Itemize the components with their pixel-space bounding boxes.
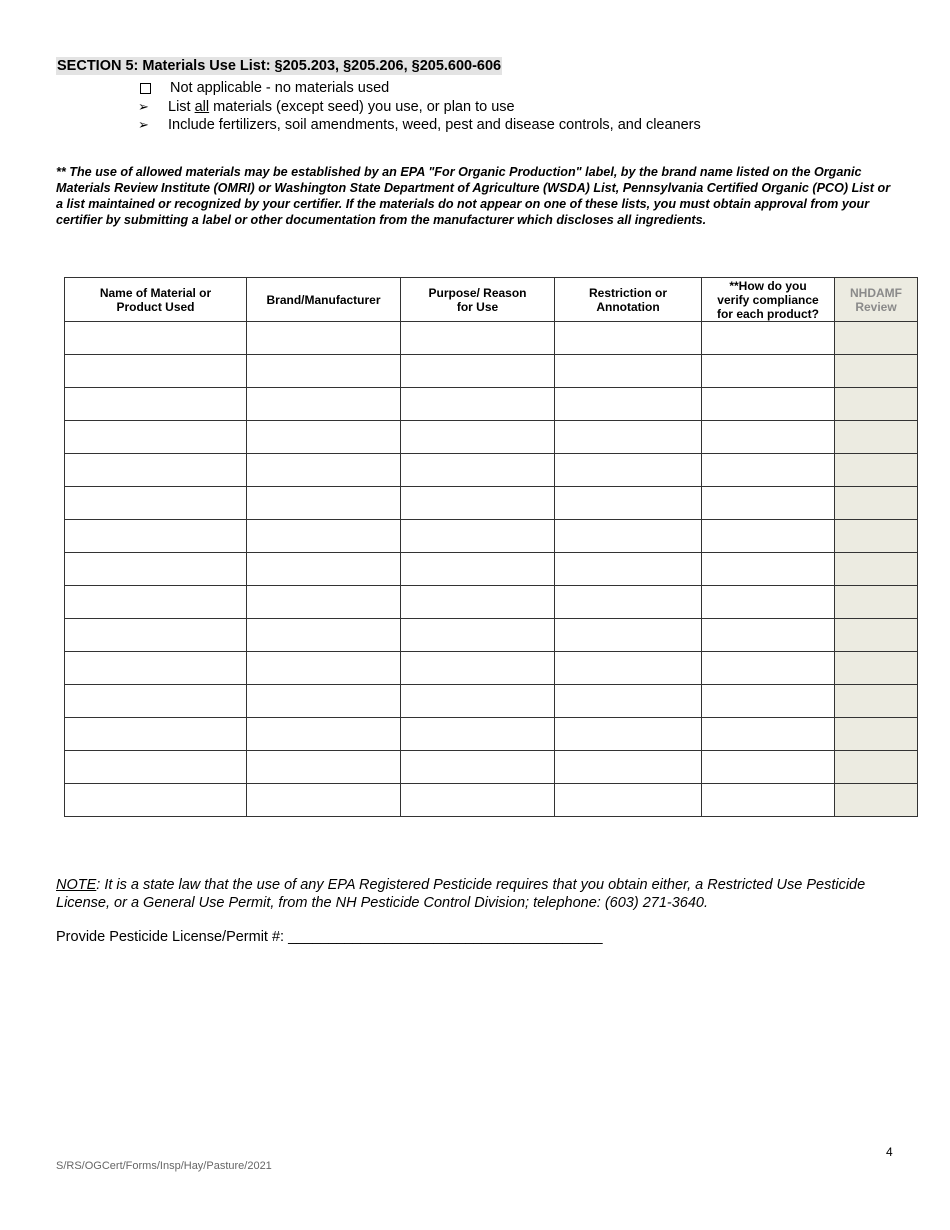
purpose-cell[interactable] — [401, 520, 555, 553]
col-header-purpose: Purpose/ Reason for Use — [401, 278, 555, 322]
table-header-row — [65, 278, 918, 322]
brand-cell[interactable] — [247, 487, 401, 520]
review-cell — [835, 685, 918, 718]
compliance-cell[interactable] — [702, 355, 835, 388]
table-row — [65, 586, 918, 619]
col-header-review: NHDAMF Review — [835, 278, 918, 322]
purpose-cell[interactable] — [401, 454, 555, 487]
compliance-cell[interactable] — [702, 784, 835, 817]
brand-cell[interactable] — [247, 619, 401, 652]
table-body — [65, 322, 918, 817]
purpose-cell[interactable] — [401, 322, 555, 355]
review-cell — [835, 322, 918, 355]
not-applicable-option[interactable] — [138, 79, 701, 98]
purpose-cell[interactable] — [401, 487, 555, 520]
license-permit-field — [56, 928, 603, 946]
material-cell[interactable] — [65, 355, 247, 388]
restriction-cell[interactable] — [555, 322, 702, 355]
page-number: 4 — [886, 1145, 893, 1159]
purpose-cell[interactable] — [401, 784, 555, 817]
footer-code: S/RS/OGCert/Forms/Insp/Hay/Pasture/2021 — [56, 1160, 272, 1172]
purpose-cell[interactable] — [401, 751, 555, 784]
material-cell[interactable] — [65, 322, 247, 355]
compliance-cell[interactable] — [702, 586, 835, 619]
restriction-cell[interactable] — [555, 454, 702, 487]
table-row — [65, 421, 918, 454]
review-cell — [835, 388, 918, 421]
restriction-cell[interactable] — [555, 553, 702, 586]
restriction-cell[interactable] — [555, 751, 702, 784]
restriction-cell[interactable] — [555, 520, 702, 553]
review-cell — [835, 652, 918, 685]
compliance-cell[interactable] — [702, 652, 835, 685]
restriction-cell[interactable] — [555, 784, 702, 817]
table-row — [65, 388, 918, 421]
restriction-cell[interactable] — [555, 685, 702, 718]
material-cell[interactable] — [65, 652, 247, 685]
brand-cell[interactable] — [247, 586, 401, 619]
review-cell — [835, 553, 918, 586]
table-row — [65, 454, 918, 487]
purpose-cell[interactable] — [401, 652, 555, 685]
restriction-cell[interactable] — [555, 586, 702, 619]
brand-cell[interactable] — [247, 454, 401, 487]
restriction-cell[interactable] — [555, 388, 702, 421]
review-cell — [835, 619, 918, 652]
review-cell — [835, 784, 918, 817]
note-label: NOTE — [56, 877, 97, 893]
review-cell — [835, 487, 918, 520]
material-cell[interactable] — [65, 553, 247, 586]
pesticide-note — [56, 876, 916, 912]
restriction-cell[interactable] — [555, 487, 702, 520]
review-cell — [835, 520, 918, 553]
table-row — [65, 619, 918, 652]
table-row — [65, 520, 918, 553]
compliance-cell[interactable] — [702, 388, 835, 421]
compliance-cell[interactable] — [702, 421, 835, 454]
purpose-cell[interactable] — [401, 718, 555, 751]
restriction-cell[interactable] — [555, 652, 702, 685]
restriction-cell[interactable] — [555, 355, 702, 388]
brand-cell[interactable] — [247, 553, 401, 586]
compliance-cell[interactable] — [702, 520, 835, 553]
instruction-list — [138, 79, 701, 135]
review-cell — [835, 421, 918, 454]
table-row — [65, 322, 918, 355]
table-row — [65, 355, 918, 388]
compliance-cell[interactable] — [702, 487, 835, 520]
review-cell — [835, 355, 918, 388]
note-text: : It is a state law that the use of any EPA Registered Pesticide requires that you obtain either, a Restricted Use Pesticide License, or a General Use Permit, from the NH Pesticide Control Division; telephone: (603) 271-3640. — [56, 877, 866, 911]
material-cell[interactable] — [65, 487, 247, 520]
table-row — [65, 784, 918, 817]
brand-cell[interactable] — [247, 652, 401, 685]
review-cell — [835, 454, 918, 487]
restriction-cell[interactable] — [555, 718, 702, 751]
list-item — [138, 116, 701, 135]
brand-cell[interactable] — [247, 520, 401, 553]
purpose-cell[interactable] — [401, 355, 555, 388]
table-row — [65, 751, 918, 784]
compliance-cell[interactable] — [702, 454, 835, 487]
brand-cell[interactable] — [247, 355, 401, 388]
material-cell[interactable] — [65, 784, 247, 817]
material-cell[interactable] — [65, 454, 247, 487]
material-cell[interactable] — [65, 586, 247, 619]
list-item — [138, 98, 701, 117]
include-instruction: Include fertilizers, soil amendments, weed, pest and disease controls, and cleaners — [168, 117, 701, 133]
material-cell[interactable] — [65, 619, 247, 652]
brand-cell[interactable] — [247, 421, 401, 454]
table-row — [65, 718, 918, 751]
section-heading: SECTION 5: Materials Use List: §205.203, §205.206, §205.600-606 — [57, 58, 502, 74]
col-header-brand: Brand/Manufacturer — [247, 278, 401, 322]
material-cell[interactable] — [65, 751, 247, 784]
col-header-compliance: **How do you verify compliance for each product? — [702, 278, 835, 322]
col-header-restriction: Restriction or Annotation — [555, 278, 702, 322]
brand-cell[interactable] — [247, 388, 401, 421]
brand-cell[interactable] — [247, 718, 401, 751]
list-instruction: List all materials (except seed) you use, or plan to use — [168, 98, 515, 115]
material-cell[interactable] — [65, 388, 247, 421]
arrow-bullet-icon: ➢ — [138, 98, 149, 114]
table-row — [65, 652, 918, 685]
not-applicable-label: Not applicable - no materials used — [170, 80, 390, 96]
material-cell[interactable] — [65, 718, 247, 751]
compliance-cell[interactable] — [702, 685, 835, 718]
compliance-cell[interactable] — [702, 619, 835, 652]
compliance-cell[interactable] — [702, 718, 835, 751]
table-row — [65, 685, 918, 718]
material-cell[interactable] — [65, 520, 247, 553]
brand-cell[interactable] — [247, 685, 401, 718]
restriction-cell[interactable] — [555, 619, 702, 652]
not-applicable-checkbox[interactable] — [140, 83, 151, 94]
review-cell — [835, 718, 918, 751]
allowed-materials-notice: ** The use of allowed materials may be established by an EPA "For Organic Production" label, by the brand name listed on the Organic Materials Review Institute (OMRI) or Washington State Department of Agriculture (WSDA) List, Pennsylvania Certified Organic (PCO) List or a list maintained or recognized by your certifier. If the materials do not appear on one of these lists, you must obtain approval from your certifier by submitting a label or other documentation from the manufacturer which discloses all ingredients. — [56, 165, 891, 227]
col-header-material: Name of Material or Product Used — [65, 278, 247, 322]
compliance-cell[interactable] — [702, 553, 835, 586]
purpose-cell[interactable] — [401, 586, 555, 619]
compliance-cell[interactable] — [702, 751, 835, 784]
material-cell[interactable] — [65, 685, 247, 718]
purpose-cell[interactable] — [401, 388, 555, 421]
license-label: Provide Pesticide License/Permit #: — [56, 929, 285, 945]
brand-cell[interactable] — [247, 784, 401, 817]
purpose-cell[interactable] — [401, 619, 555, 652]
review-cell — [835, 586, 918, 619]
table-row — [65, 553, 918, 586]
brand-cell[interactable] — [247, 751, 401, 784]
purpose-cell[interactable] — [401, 553, 555, 586]
purpose-cell[interactable] — [401, 685, 555, 718]
arrow-bullet-icon: ➢ — [138, 117, 149, 132]
restriction-cell[interactable] — [555, 421, 702, 454]
material-cell[interactable] — [65, 421, 247, 454]
purpose-cell[interactable] — [401, 421, 555, 454]
license-input-line[interactable]: _______________________________________ — [288, 929, 603, 945]
table-row — [65, 487, 918, 520]
compliance-cell[interactable] — [702, 322, 835, 355]
brand-cell[interactable] — [247, 322, 401, 355]
review-cell — [835, 751, 918, 784]
materials-table — [64, 277, 918, 817]
